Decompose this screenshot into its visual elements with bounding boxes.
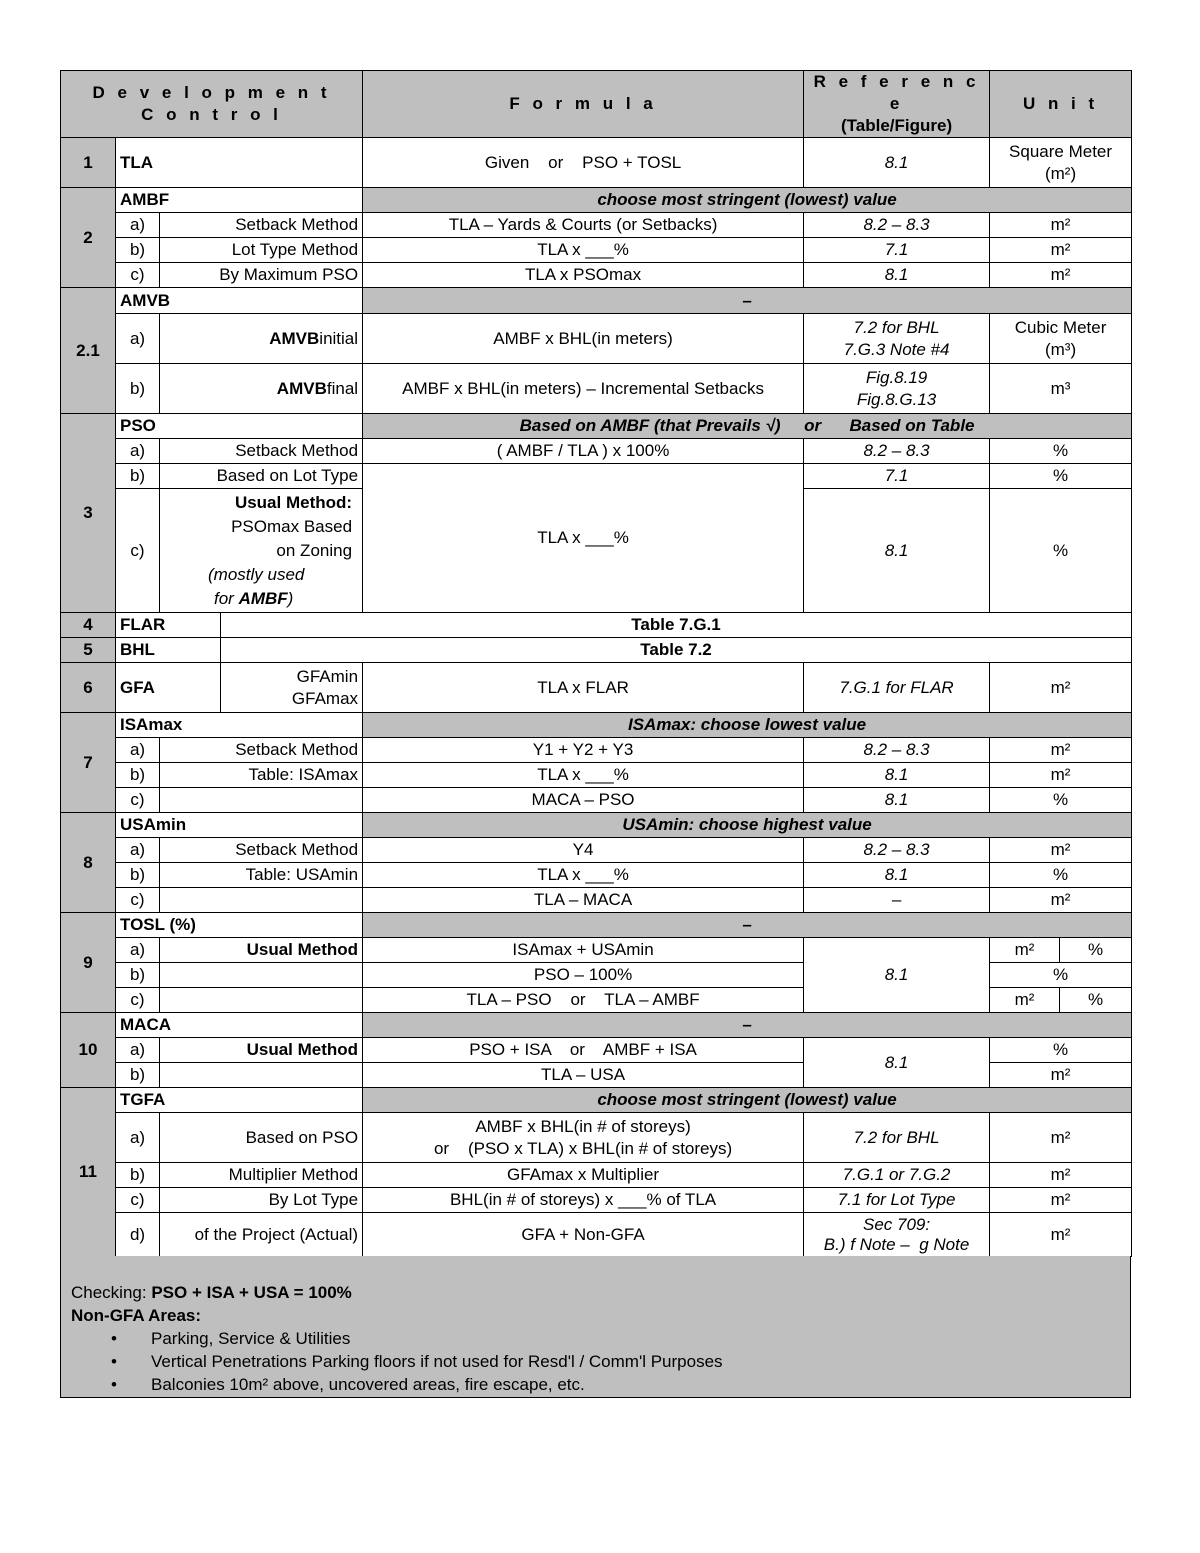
notes-box [60, 1256, 1131, 1398]
control-name: MACA [116, 1013, 363, 1038]
sub-label: c) [116, 1188, 160, 1213]
control-name: USAmin [116, 813, 363, 838]
sub-row [61, 763, 1132, 788]
reference-cell: 7.2 for BHL 7.G.3 Note #4 [804, 314, 990, 364]
row-number: 8 [61, 813, 116, 913]
method-cell: AMVBfinal [160, 364, 363, 414]
unit-cell: m² [990, 838, 1132, 863]
method-cell [160, 963, 363, 988]
method-cell [160, 888, 363, 913]
unit-cell: m³ [990, 364, 1132, 414]
row-usamin [61, 813, 1132, 838]
sub-label: b) [116, 1163, 160, 1188]
sub-row [61, 888, 1132, 913]
row-number: 11 [61, 1088, 116, 1257]
formula-cell: TLA – PSO or TLA – AMBF [363, 988, 804, 1013]
sub-row [61, 838, 1132, 863]
row-pso [61, 414, 1132, 439]
unit-cell: Cubic Meter (m³) [990, 314, 1132, 364]
sub-label: a) [116, 938, 160, 963]
formula-cell: ISAmax + USAmin [363, 938, 804, 963]
sub-label: a) [116, 213, 160, 238]
formula-cell: GFAmax x Multiplier [363, 1163, 804, 1188]
unit-cell: % [990, 788, 1132, 813]
formula-cell: AMBF x BHL(in # of storeys) or (PSO x TLA) x BHL(in # of storeys) [363, 1113, 804, 1163]
method-cell: Setback Method [160, 738, 363, 763]
method-cell [160, 988, 363, 1013]
method-cell: Based on PSO [160, 1113, 363, 1163]
sub-row [61, 238, 1132, 263]
method-cell: Setback Method [160, 439, 363, 464]
control-name: AMVB [116, 288, 363, 314]
row-number: 2 [61, 188, 116, 288]
method-cell: By Lot Type [160, 1188, 363, 1213]
header-row [61, 71, 1132, 138]
unit-cell: % [990, 963, 1132, 988]
formula-cell: TLA x ___% [363, 863, 804, 888]
development-control-table [60, 70, 1132, 1257]
reference-cell: 8.1 [804, 863, 990, 888]
formula-cell: MACA – PSO [363, 788, 804, 813]
row-number: 6 [61, 663, 116, 713]
sub-row [61, 1038, 1132, 1063]
method-cell: Usual Method [160, 938, 363, 963]
row-number: 4 [61, 613, 116, 638]
formula-cell: TLA – USA [363, 1063, 804, 1088]
method-cell [160, 1063, 363, 1088]
reference-cell: 8.1 [804, 763, 990, 788]
unit-cell: % [990, 863, 1132, 888]
reference-cell: 8.2 – 8.3 [804, 838, 990, 863]
reference-cell: 8.2 – 8.3 [804, 738, 990, 763]
reference-cell: 8.1 [804, 788, 990, 813]
unit-cell: m² [990, 1113, 1132, 1163]
row-number: 1 [61, 138, 116, 188]
row-number: 7 [61, 713, 116, 813]
sub-label: a) [116, 1038, 160, 1063]
sub-label: a) [116, 1113, 160, 1163]
method-cell: Setback Method [160, 838, 363, 863]
sub-label: a) [116, 838, 160, 863]
list-item: • Vertical Penetrations Parking floors if not used for Resd'l / Comm'l Purposes [111, 1350, 1130, 1373]
row-tosl [61, 913, 1132, 938]
reference-cell: 8.1 [804, 489, 990, 613]
row-number: 2.1 [61, 288, 116, 414]
unit-cell: m² [990, 663, 1132, 713]
method-cell: GFAmin GFAmax [221, 663, 363, 713]
row-flar [61, 613, 1132, 638]
formula-cell: TLA – MACA [363, 888, 804, 913]
formula-cell: PSO – 100% [363, 963, 804, 988]
unit-cell: m² [990, 238, 1132, 263]
control-name: BHL [116, 638, 221, 663]
sub-row [61, 1188, 1132, 1213]
row-tgfa [61, 1088, 1132, 1113]
unit-cell: m² [990, 263, 1132, 288]
unit-cell: m² [990, 1188, 1132, 1213]
row-amvb [61, 288, 1132, 314]
reference-cell: 8.2 – 8.3 [804, 439, 990, 464]
formula-cell: GFA + Non-GFA [363, 1213, 804, 1257]
reference-cell: 8.2 – 8.3 [804, 213, 990, 238]
sub-label: b) [116, 364, 160, 414]
sub-label: c) [116, 263, 160, 288]
sub-label: d) [116, 1213, 160, 1257]
formula-cell: Given or PSO + TOSL [363, 138, 804, 188]
sub-label: a) [116, 439, 160, 464]
sub-label: b) [116, 863, 160, 888]
method-cell: Table: USAmin [160, 863, 363, 888]
reference-cell: 7.2 for BHL [804, 1113, 990, 1163]
selection-note: – [363, 913, 1132, 938]
formula-cell: TLA x FLAR [363, 663, 804, 713]
unit-cell: m² [990, 738, 1132, 763]
unit-cell: m² [990, 888, 1132, 913]
formula-cell: TLA x ___% [363, 763, 804, 788]
sub-row [61, 213, 1132, 238]
reference-cell: 7.1 [804, 238, 990, 263]
sub-row [61, 263, 1132, 288]
unit-cell: m² [990, 213, 1132, 238]
reference-cell: Sec 709: B.) f Note – g Note [804, 1213, 990, 1257]
sub-label: c) [116, 788, 160, 813]
sub-row [61, 439, 1132, 464]
unit-cell: % [990, 1038, 1132, 1063]
table-reference: Table 7.2 [221, 638, 1132, 663]
method-cell: Usual Method: PSOmax Based on Zoning (mostly used for AMBF) [160, 489, 363, 613]
table-reference: Table 7.G.1 [221, 613, 1132, 638]
row-isamax [61, 713, 1132, 738]
method-cell: Lot Type Method [160, 238, 363, 263]
unit-cell: Square Meter (m²) [990, 138, 1132, 188]
formula-cell: TLA x ___% [363, 238, 804, 263]
sub-row [61, 1213, 1132, 1257]
row-number: 5 [61, 638, 116, 663]
sub-label: c) [116, 489, 160, 613]
formula-cell: BHL(in # of storeys) x ___% of TLA [363, 1188, 804, 1213]
non-gfa-list [71, 1327, 1130, 1396]
selection-note: – [363, 288, 1132, 314]
unit-cell: % [990, 439, 1132, 464]
sub-label: b) [116, 464, 160, 489]
method-cell: Multiplier Method [160, 1163, 363, 1188]
checking-line: Checking: PSO + ISA + USA = 100% [71, 1283, 352, 1302]
unit-cell: % [990, 464, 1132, 489]
method-cell [160, 788, 363, 813]
reference-cell: 7.1 [804, 464, 990, 489]
formula-cell: Y4 [363, 838, 804, 863]
control-name: TGFA [116, 1088, 363, 1113]
reference-cell: 7.1 for Lot Type [804, 1188, 990, 1213]
sub-row [61, 1113, 1132, 1163]
method-cell: Setback Method [160, 213, 363, 238]
selection-note: – [363, 1013, 1132, 1038]
method-cell: Usual Method [160, 1038, 363, 1063]
reference-cell: 7.G.1 or 7.G.2 [804, 1163, 990, 1188]
control-name: FLAR [116, 613, 221, 638]
header-reference: R e f e r e n c e (Table/Figure) [804, 71, 990, 138]
sub-label: b) [116, 238, 160, 263]
row-gfa [61, 663, 1132, 713]
sub-row [61, 788, 1132, 813]
method-cell: Based on Lot Type [160, 464, 363, 489]
formula-cell: PSO + ISA or AMBF + ISA [363, 1038, 804, 1063]
sub-row [61, 1163, 1132, 1188]
sub-label: b) [116, 1063, 160, 1088]
row-tla [61, 138, 1132, 188]
sub-row [61, 938, 1132, 963]
selection-note: USAmin: choose highest value [363, 813, 1132, 838]
row-number: 3 [61, 414, 116, 613]
reference-cell: 7.G.1 for FLAR [804, 663, 990, 713]
sub-label: a) [116, 314, 160, 364]
list-item: • Balconies 10m² above, uncovered areas, fire escape, etc. [111, 1373, 1130, 1396]
reference-cell: 8.1 [804, 938, 990, 1013]
reference-cell: 8.1 [804, 138, 990, 188]
sub-label: b) [116, 963, 160, 988]
header-unit: U n i t [990, 71, 1132, 138]
reference-cell: 8.1 [804, 1038, 990, 1088]
selection-note: choose most stringent (lowest) value [363, 188, 1132, 213]
formula-cell: TLA – Yards & Courts (or Setbacks) [363, 213, 804, 238]
reference-cell: Fig.8.19 Fig.8.G.13 [804, 364, 990, 414]
unit-cell: m² [990, 763, 1132, 788]
unit-cell: m² [990, 1163, 1132, 1188]
sub-label: b) [116, 763, 160, 788]
unit-cell: % [1060, 988, 1132, 1013]
formula-cell: TLA x PSOmax [363, 263, 804, 288]
control-name: PSO [116, 414, 363, 439]
method-cell: of the Project (Actual) [160, 1213, 363, 1257]
sub-label: c) [116, 988, 160, 1013]
list-item: • Parking, Service & Utilities [111, 1327, 1130, 1350]
row-number: 9 [61, 913, 116, 1013]
row-ambf [61, 188, 1132, 213]
formula-cell: Y1 + Y2 + Y3 [363, 738, 804, 763]
sub-row [61, 464, 1132, 489]
row-maca [61, 1013, 1132, 1038]
control-name: ISAmax [116, 713, 363, 738]
control-name: AMBF [116, 188, 363, 213]
sub-label: c) [116, 888, 160, 913]
formula-cell: ( AMBF / TLA ) x 100% [363, 439, 804, 464]
formula-cell: AMBF x BHL(in meters) – Incremental Setbacks [363, 364, 804, 414]
unit-cell: m² [990, 938, 1060, 963]
header-development-control: D e v e l o p m e n t C o n t r o l [61, 71, 363, 138]
formula-cell: TLA x ___% [363, 464, 804, 613]
formula-cell: AMBF x BHL(in meters) [363, 314, 804, 364]
method-cell: Table: ISAmax [160, 763, 363, 788]
control-name: TOSL (%) [116, 913, 363, 938]
row-number: 10 [61, 1013, 116, 1088]
method-cell: By Maximum PSO [160, 263, 363, 288]
reference-cell: – [804, 888, 990, 913]
control-name: GFA [116, 663, 221, 713]
unit-cell: % [990, 489, 1132, 613]
non-gfa-title: Non-GFA Areas: [71, 1306, 202, 1325]
header-formula: F o r m u l a [363, 71, 804, 138]
sub-row [61, 863, 1132, 888]
sub-row [61, 738, 1132, 763]
row-bhl [61, 638, 1132, 663]
unit-cell: % [1060, 938, 1132, 963]
sub-row [61, 364, 1132, 414]
method-cell: AMVBinitial [160, 314, 363, 364]
control-name: TLA [116, 138, 363, 188]
unit-cell: m² [990, 1063, 1132, 1088]
selection-note: Based on AMBF (that Prevails √) or Based on Table [363, 414, 1132, 439]
selection-note: ISAmax: choose lowest value [363, 713, 1132, 738]
unit-cell: m² [990, 988, 1060, 1013]
reference-cell: 8.1 [804, 263, 990, 288]
selection-note: choose most stringent (lowest) value [363, 1088, 1132, 1113]
sub-label: a) [116, 738, 160, 763]
unit-cell: m² [990, 1213, 1132, 1257]
sub-row [61, 314, 1132, 364]
